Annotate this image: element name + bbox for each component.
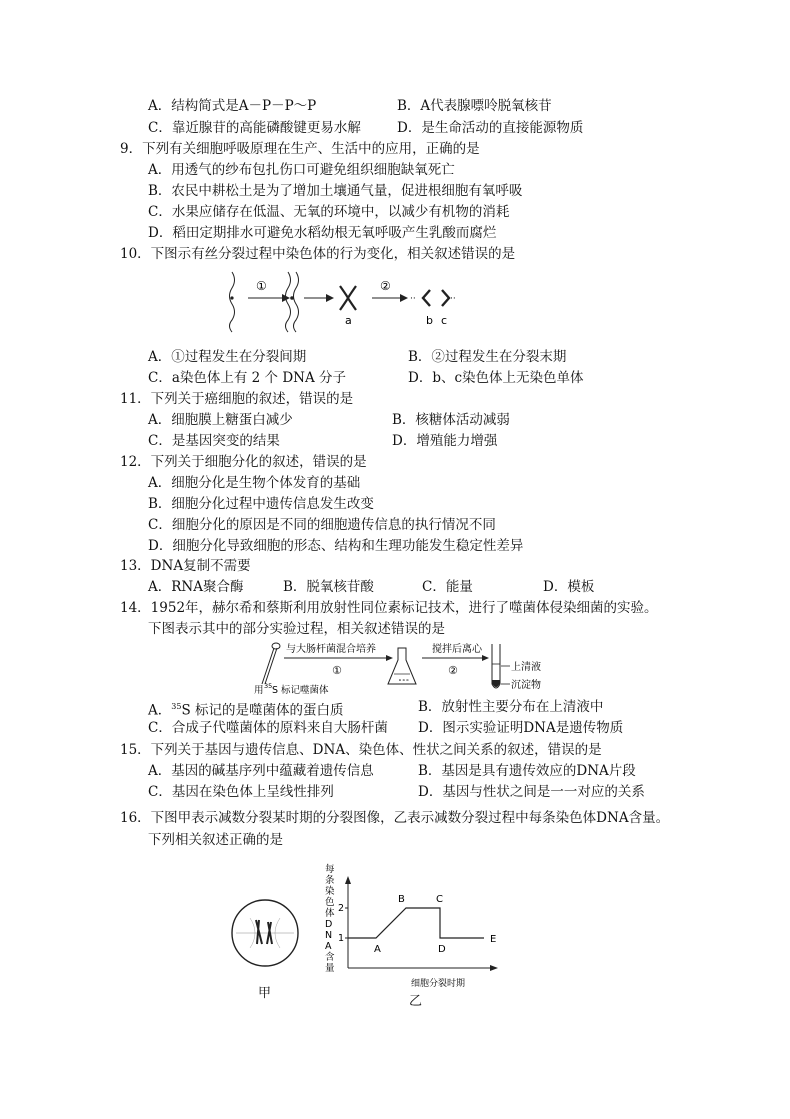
chromosome-pair-1	[256, 920, 262, 944]
label-iso: 35	[264, 682, 273, 690]
chromatid-1	[286, 272, 291, 332]
step-2-label: ②	[380, 279, 391, 293]
q10-option-b: B．②过程发生在分裂末期	[408, 349, 567, 365]
label-b: b	[426, 314, 433, 327]
chromatin-thread	[230, 272, 235, 332]
point-label-a: A	[374, 944, 381, 955]
point-labels	[374, 894, 496, 955]
q10-option-d: D．b、c染色体上无染色单体	[408, 370, 584, 386]
q11-option-b: B．核糖体活动减弱	[392, 412, 510, 428]
q14-option-a	[148, 697, 343, 721]
y-axis-label-char: 量	[325, 963, 335, 974]
y-axis-label-char: 条	[325, 875, 335, 886]
q8-option-b: B．A代表腺嘌呤脱氧核苷	[397, 98, 552, 114]
phage-tail-2	[265, 648, 277, 684]
q10-option-a: A．①过程发生在分裂间期	[148, 349, 307, 365]
series-line	[348, 908, 484, 938]
q13-stem: 13．DNA复制不需要	[120, 558, 251, 574]
step1-num: ①	[332, 664, 342, 677]
q9-option-d: D．稻田定期排水可避免水稻幼根无氧呼吸产生乳酸而腐烂	[148, 225, 497, 241]
q10-stem: 10．下图示有丝分裂过程中染色体的行为变化，相关叙述错误的是	[120, 246, 516, 262]
chromosome-b	[423, 290, 430, 306]
label-c: c	[441, 314, 448, 327]
q10-chromosome-figure	[220, 268, 480, 334]
q8-option-d: D．是生命活动的直接能源物质	[397, 120, 584, 136]
supernatant-label: 上清液	[511, 662, 541, 673]
q11-stem: 11．下列关于癌细胞的叙述，错误的是	[120, 391, 354, 407]
y-ticks	[338, 903, 348, 944]
q12-option-c: C．细胞分化的原因是不同的细胞遗传信息的执行情况不同	[148, 517, 496, 533]
step2-num: ②	[448, 664, 458, 677]
point-label-b: B	[398, 894, 405, 905]
q9-option-a: A．用透气的纱布包扎伤口可避免组织细胞缺氧死亡	[148, 162, 455, 178]
flask-dots: ∘∘∘	[398, 677, 410, 684]
q14-option-a-iso: 35	[171, 702, 182, 711]
q12-option-d: D．细胞分化导致细胞的形态、结构和生理功能发生稳定性差异	[148, 538, 524, 554]
y-axis-label-char: 含	[325, 952, 335, 963]
q12-option-b: B．细胞分化过程中遗传信息发生改变	[148, 496, 374, 512]
arrow-2-head	[326, 294, 334, 302]
y-tick-label: 1	[338, 933, 345, 944]
chromosome-a-right	[348, 286, 356, 310]
x-axis-arrow-icon	[490, 965, 498, 971]
q15-option-a: A．基因的碱基序列中蕴藏着遗传信息	[148, 763, 374, 779]
q14-stem-line1: 14．1952年，赫尔希和蔡斯利用放射性同位素标记技术，进行了噬菌体侵染细菌的实验。	[120, 600, 658, 616]
y-axis-arrow-icon	[345, 876, 351, 884]
point-label-d: D	[438, 944, 446, 955]
chromatid-2	[294, 272, 299, 332]
label-prefix: 用	[254, 685, 264, 696]
y-tick-label: 2	[338, 903, 345, 914]
label-rest: S 标记噬菌体	[272, 685, 329, 696]
q12-stem: 12．下列关于细胞分化的叙述，错误的是	[120, 454, 367, 470]
arrow-3-head	[400, 294, 408, 302]
y-axis-label-char: D	[325, 919, 333, 930]
y-axis-label-char: N	[325, 930, 333, 941]
phage-tail	[262, 648, 274, 684]
q11-option-c: C．是基因突变的结果	[148, 433, 280, 449]
q9-option-b: B．农民中耕松土是为了增加土壤通气量，促进根细胞有氧呼吸	[148, 183, 523, 199]
y-axis-label-char: 色	[325, 897, 335, 908]
step-1-label: ①	[256, 279, 267, 293]
centromere-2	[290, 296, 294, 300]
q14-option-a-rest: S 标记的是噬菌体的蛋白质	[181, 702, 344, 719]
y-axis-label-char: 每	[325, 864, 335, 875]
q9-option-c: C．水果应储存在低温、无氧的环境中，以减少有机物的消耗	[148, 204, 510, 220]
q13-option-d: D．模板	[543, 579, 595, 595]
centromere	[230, 296, 233, 299]
q15-option-d: D．基因与性状之间是一一对应的关系	[418, 784, 645, 800]
q16-stem-line2: 下列相关叙述正确的是	[148, 832, 283, 848]
dots-c: ··	[450, 294, 456, 304]
q15-stem: 15．下列关于基因与遗传信息、DNA、染色体、性状之间关系的叙述，错误的是	[120, 742, 602, 758]
q11-option-a: A．细胞膜上糖蛋白减少	[148, 412, 293, 428]
q15-option-c: C．基因在染色体上呈线性排列	[148, 784, 334, 800]
q14-option-c: C．合成子代噬菌体的原料来自大肠杆菌	[148, 720, 388, 736]
q14-option-b: B．放射性主要分布在上清液中	[418, 699, 604, 715]
y-axis-label	[325, 863, 335, 974]
sediment-label: 沉淀物	[511, 680, 541, 691]
q8-option-a: A．结构简式是A－P－P～P	[148, 98, 317, 114]
q9-stem: 9．下列有关细胞呼吸原理在生产、生活中的应用，正确的是	[120, 141, 480, 157]
chromosome-c	[442, 290, 449, 306]
phage-head	[272, 643, 280, 649]
fig-label-jia: 甲	[258, 986, 272, 1001]
q12-option-a: A．细胞分化是生物个体发育的基础	[148, 475, 361, 491]
q14-option-a-prefix: A．	[148, 702, 172, 719]
y-axis-label-char: A	[325, 941, 332, 952]
q13-option-a: A．RNA聚合酶	[148, 579, 244, 595]
q8-option-c: C．靠近腺苷的高能磷酸键更易水解	[148, 120, 361, 136]
q16-chart-yi	[318, 858, 508, 993]
q13-option-c: C．能量	[422, 579, 473, 595]
y-axis-label-char: 体	[325, 908, 335, 919]
q16-cell-figure-jia	[230, 898, 300, 968]
point-label-c: C	[436, 894, 443, 905]
dots-b: ··	[410, 294, 416, 304]
point-label-e: E	[490, 934, 497, 945]
x-axis-label: 细胞分裂时期	[410, 979, 466, 989]
q11-option-d: D．增殖能力增强	[392, 433, 498, 449]
step2-text: 搅拌后离心	[432, 644, 482, 655]
fig-label-yi: 乙	[409, 994, 423, 1009]
q14-stem-line2: 下图表示其中的部分实验过程，相关叙述错误的是	[148, 621, 445, 637]
arrow-2-head	[482, 655, 489, 661]
q13-option-b: B．脱氧核苷酸	[283, 579, 374, 595]
label-a: a	[345, 314, 352, 327]
q16-stem-line1: 16．下图甲表示减数分裂某时期的分裂图像，乙表示减数分裂过程中每条染色体DNA含量。	[120, 810, 670, 826]
q15-option-b: B．基因是具有遗传效应的DNA片段	[418, 763, 636, 779]
q14-option-d: D．图示实验证明DNA是遗传物质	[418, 720, 624, 736]
y-axis-label-char: 染	[325, 886, 335, 897]
step1-text: 与大肠杆菌混合培养	[286, 644, 376, 655]
arrow-1-head	[386, 655, 393, 661]
q10-option-c: C．a染色体上有 2 个 DNA 分子	[148, 370, 347, 386]
q14-phage-experiment-figure	[248, 640, 568, 698]
